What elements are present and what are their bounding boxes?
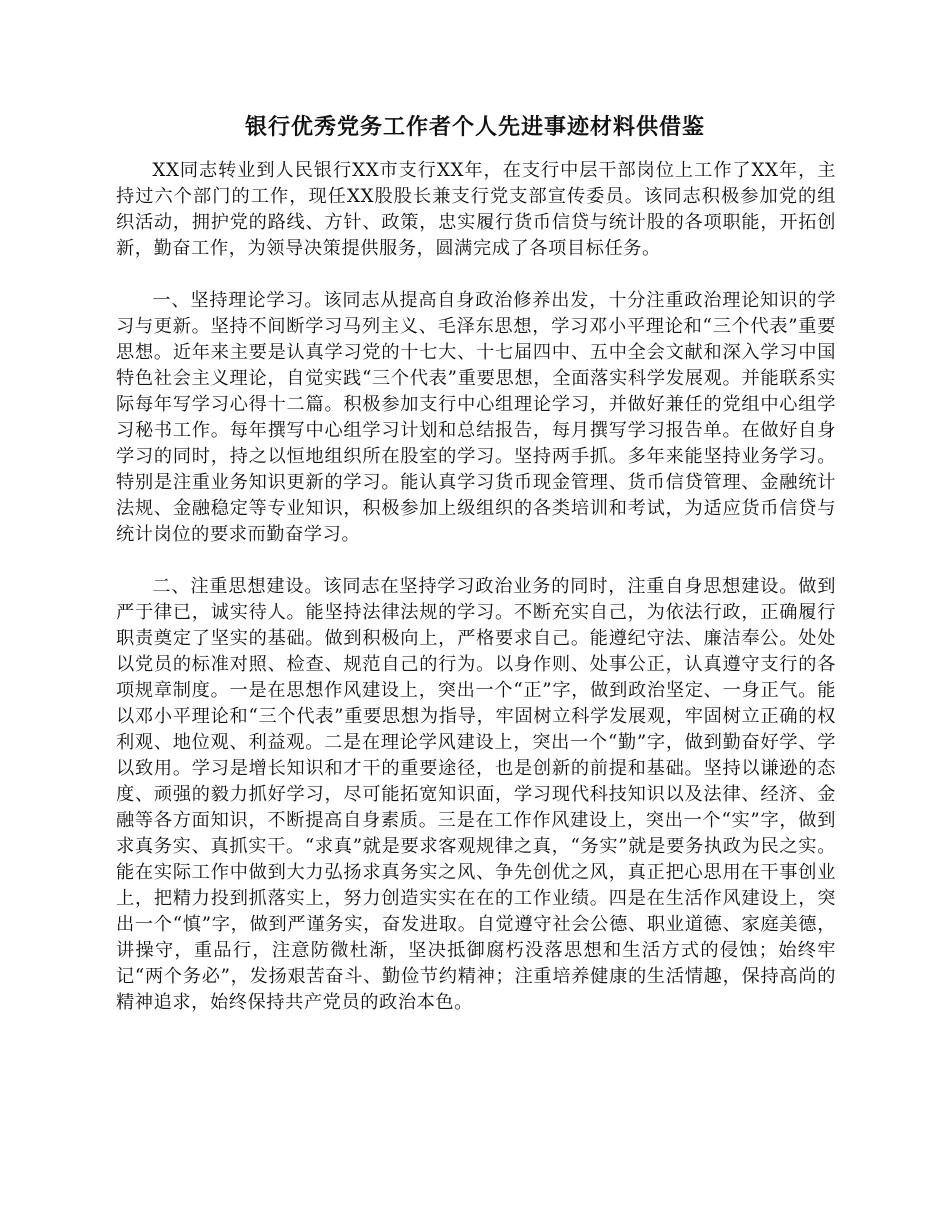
paragraph-ideological-building: 二、注重思想建设。该同志在坚持学习政治业务的同时，注重自身思想建设。做到严于律已，诚实待人。能坚持法律法规的学习。不断充实自己，为依法行政，正确履行职责奠定了坚实的基础。做到积极向上，严格要求自己。能遵纪守法、廉洁奉公。处处以党员的标准对照、检查、规范自己的行为。以身作则、处事公正，认真遵守支行的各项规章制度。一是在思想作风建设上，突出一个“正”字，做到政治坚定、一身正气。能以邓小平理论和“三个代表”重要思想为指导，牢固树立科学发展观，牢固树立正确的权利观、地位观、利益观。二是在理论学风建设上，突出一个“勤”字，做到勤奋好学、学以致用。学习是增长知识和才干的重要途径，也是创新的前提和基础。坚持以谦逊的态度、顽强的毅力抓好学习，尽可能拓宽知识面，学习现代科技知识以及法律、经济、金融等各方面知识，不断提高自身素质。三是在工作作风建设上，突出一个“实”字，做到求真务实、真抓实干。“求真”就是要求客观规律之真，“务实”就是要务执政为民之实。能在实际工作中做到大力弘扬求真务实之风、争先创优之风，真正把心思用在干事创业上，把精力投到抓落实上，努力创造实实在在的工作业绩。四是在生活作风建设上，突出一个“慎”字，做到严谨务实，奋发进取。自觉遵守社会公德、职业道德、家庭美德，讲操守，重品行，注意防微杜渐，坚决抵御腐朽没落思想和生活方式的侵蚀；始终牢记“两个务必”，发扬艰苦奋斗、勤俭节约精神；注重培养健康的生活情趣，保持高尚的精神追求，始终保持共产党员的政治本色。 xyxy=(116,576,836,1013)
paragraph-theory-study: 一、坚持理论学习。该同志从提高自身政治修养出发，十分注重政治理论知识的学习与更新。坚持不间断学习马列主义、毛泽东思想，学习邓小平理论和“三个代表”重要思想。近年来主要是认真学习党的十七大、十七届四中、五中全会文献和深入学习中国特色社会主义理论，自觉实践“三个代表”重要思想，全面落实科学发展观。并能联系实际每年写学习心得十二篇。积极参加支行中心组理论学习，并做好兼任的党组中心组学习秘书工作。每年撰写中心组学习计划和总结报告，每月撰写学习报告单。在做好自身学习的同时，持之以恒地组织所在股室的学习。坚持两手抓。多年来能坚持业务学习。特别是注重业务知识更新的学习。能认真学习货币现金管理、货币信贷管理、金融统计法规、金融稳定等专业知识，积极参加上级组织的各类培训和考试，为适应货币信贷与统计岗位的要求而勤奋学习。 xyxy=(116,290,836,545)
paragraph-intro: XX同志转业到人民银行XX市支行XX年，在支行中层干部岗位上工作了XX年，主持过六个部门的工作，现任XX股股长兼支行党支部宣传委员。该同志积极参加党的组织活动，拥护党的路线、方针、政策，忠实履行货币信贷与统计股的各项职能，开拓创新，勤奋工作，为领导决策提供服务，圆满完成了各项目标任务。 xyxy=(116,160,836,259)
document-body xyxy=(116,158,836,1042)
document-title: 银行优秀党务工作者个人先进事迹材料供借鉴 xyxy=(244,114,705,140)
